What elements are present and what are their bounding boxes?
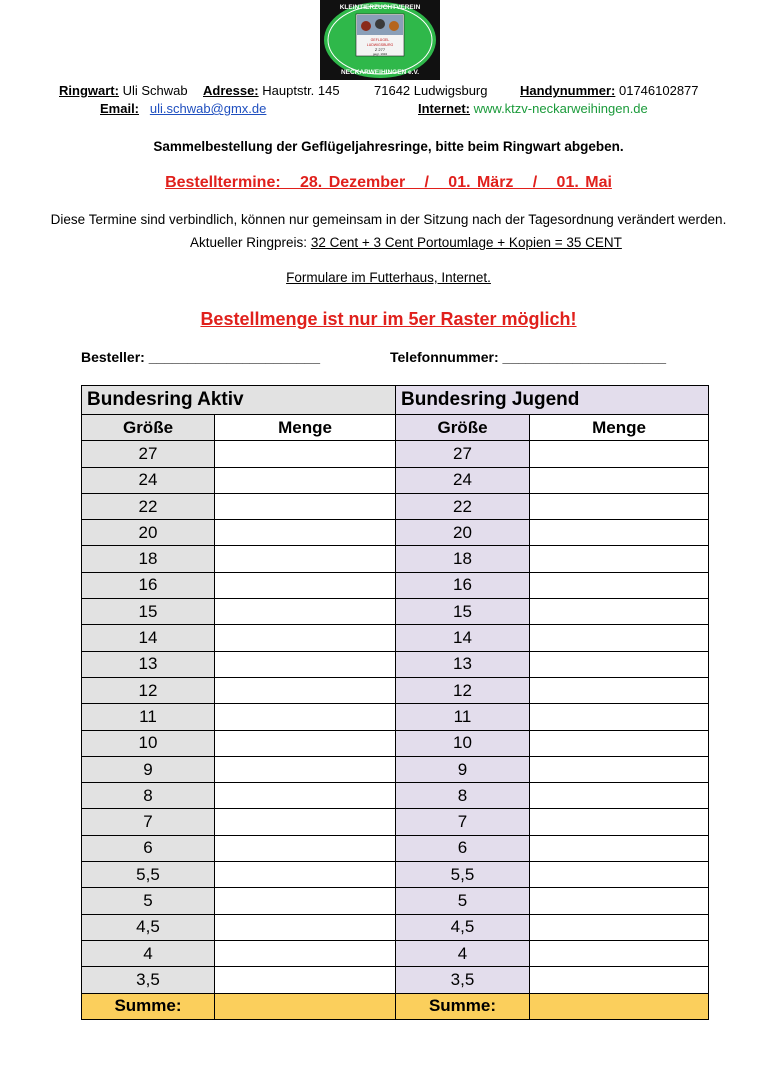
logo-text-year: gegr. 1934 [372, 52, 388, 56]
address-info [203, 83, 340, 98]
logo-text-top: KLEINTIERZUCHTVEREIN [339, 4, 421, 11]
jugend-size-cell: 22 [396, 493, 530, 519]
aktiv-size-cell: 9 [82, 756, 215, 782]
table-row [82, 651, 709, 677]
telefon-field[interactable]: Telefonnummer: _____________________ [390, 349, 667, 365]
jugend-size-cell: 27 [396, 441, 530, 467]
aktiv-qty-cell[interactable] [215, 967, 396, 993]
table-row [82, 862, 709, 888]
table-row [82, 730, 709, 756]
price-label: Aktueller Ringpreis: [190, 235, 311, 250]
jugend-qty-cell[interactable] [530, 835, 709, 861]
order-quantity-warning: Bestellmenge ist nur im 5er Raster möglich! [200, 309, 577, 329]
table-row [82, 599, 709, 625]
jugend-qty-cell[interactable] [530, 940, 709, 966]
jugend-size-cell: 6 [396, 835, 530, 861]
aktiv-qty-cell[interactable] [215, 651, 396, 677]
ringwart-label: Ringwart: [59, 83, 119, 98]
jugend-size-cell: 15 [396, 599, 530, 625]
jugend-size-cell: 12 [396, 677, 530, 703]
club-logo [320, 0, 440, 80]
jugend-size-cell: 14 [396, 625, 530, 651]
web-info [418, 101, 648, 116]
jugend-qty-cell[interactable] [530, 756, 709, 782]
city-value: 71642 Ludwigsburg [374, 83, 488, 98]
order-dates: Bestelltermine: 28. Dezember / 01. März / 01. Mai [165, 174, 612, 191]
jugend-qty-cell[interactable] [530, 730, 709, 756]
dates-note: Diese Termine sind verbindlich, können nur gemeinsam in der Sitzung nach der Tagesordnung verändert werden. [50, 212, 727, 227]
jugend-qty-cell[interactable] [530, 967, 709, 993]
jugend-qty-cell[interactable] [530, 809, 709, 835]
table-row [82, 704, 709, 730]
jugend-size-cell: 16 [396, 572, 530, 598]
aktiv-size-cell: 4,5 [82, 914, 215, 940]
table-row [82, 888, 709, 914]
aktiv-qty-cell[interactable] [215, 546, 396, 572]
jugend-size-cell: 11 [396, 704, 530, 730]
jugend-qty-cell[interactable] [530, 467, 709, 493]
aktiv-qty-cell[interactable] [215, 704, 396, 730]
jugend-size-cell: 5,5 [396, 862, 530, 888]
aktiv-size-cell: 7 [82, 809, 215, 835]
ring-price [190, 235, 622, 250]
logo-text-mid2: LUDWIGSBURG [366, 43, 394, 47]
aktiv-size-cell: 11 [82, 704, 215, 730]
logo-text-bottom: NECKARWEIHINGEN e.V. [340, 69, 420, 76]
order-table [81, 385, 709, 1020]
jugend-size-cell: 7 [396, 809, 530, 835]
aktiv-qty-cell[interactable] [215, 730, 396, 756]
email-link[interactable]: uli.schwab@gmx.de [149, 101, 267, 116]
aktiv-size-cell: 24 [82, 467, 215, 493]
aktiv-qty-cell[interactable] [215, 520, 396, 546]
table-row [82, 783, 709, 809]
email-info [100, 101, 266, 116]
table-row [82, 940, 709, 966]
table-row [82, 493, 709, 519]
aktiv-size-cell: 5,5 [82, 862, 215, 888]
jugend-size-header: Größe [396, 415, 530, 441]
aktiv-qty-cell[interactable] [215, 835, 396, 861]
aktiv-size-cell: 4 [82, 940, 215, 966]
web-link[interactable]: www.ktzv-neckarweihingen.de [473, 101, 648, 116]
address-value: Hauptstr. 145 [262, 83, 340, 98]
table-row [82, 625, 709, 651]
aktiv-size-cell: 12 [82, 677, 215, 703]
aktiv-qty-cell[interactable] [215, 493, 396, 519]
jugend-size-cell: 4,5 [396, 914, 530, 940]
jugend-size-cell: 5 [396, 888, 530, 914]
jugend-qty-cell[interactable] [530, 546, 709, 572]
aktiv-size-cell: 6 [82, 835, 215, 861]
aktiv-size-cell: 18 [82, 546, 215, 572]
aktiv-qty-cell[interactable] [215, 467, 396, 493]
aktiv-sum-cell[interactable] [215, 993, 396, 1019]
table-title-row [82, 386, 709, 415]
table-row [82, 967, 709, 993]
jugend-sum-label: Summe: [396, 993, 530, 1019]
aktiv-qty-header: Menge [215, 415, 396, 441]
aktiv-title: Bundesring Aktiv [82, 386, 396, 415]
jugend-qty-cell[interactable] [530, 888, 709, 914]
table-row [82, 467, 709, 493]
table-row [82, 914, 709, 940]
jugend-size-cell: 3,5 [396, 967, 530, 993]
aktiv-size-cell: 22 [82, 493, 215, 519]
jugend-sum-cell[interactable] [530, 993, 709, 1019]
aktiv-size-cell: 20 [82, 520, 215, 546]
jugend-size-cell: 24 [396, 467, 530, 493]
jugend-qty-cell[interactable] [530, 862, 709, 888]
aktiv-size-cell: 27 [82, 441, 215, 467]
forms-note: Formulare im Futterhaus, Internet. [286, 270, 491, 285]
table-row [82, 546, 709, 572]
besteller-field[interactable]: Besteller: ______________________ [81, 349, 320, 365]
aktiv-qty-cell[interactable] [215, 441, 396, 467]
jugend-size-cell: 13 [396, 651, 530, 677]
aktiv-size-cell: 3,5 [82, 967, 215, 993]
aktiv-size-cell: 15 [82, 599, 215, 625]
jugend-qty-cell[interactable] [530, 599, 709, 625]
aktiv-size-header: Größe [82, 415, 215, 441]
aktiv-size-cell: 14 [82, 625, 215, 651]
aktiv-sum-label: Summe: [82, 993, 215, 1019]
table-row [82, 809, 709, 835]
jugend-qty-cell[interactable] [530, 441, 709, 467]
jugend-title: Bundesring Jugend [396, 386, 709, 415]
aktiv-qty-cell[interactable] [215, 809, 396, 835]
jugend-size-cell: 20 [396, 520, 530, 546]
aktiv-qty-cell[interactable] [215, 625, 396, 651]
jugend-qty-header: Menge [530, 415, 709, 441]
jugend-size-cell: 9 [396, 756, 530, 782]
table-row [82, 677, 709, 703]
aktiv-size-cell: 5 [82, 888, 215, 914]
phone-label: Handynummer: [520, 83, 616, 98]
phone-value: 01746102877 [618, 83, 699, 98]
ringwart-info [59, 83, 188, 98]
aktiv-qty-cell[interactable] [215, 783, 396, 809]
jugend-size-cell: 8 [396, 783, 530, 809]
jugend-qty-cell[interactable] [530, 704, 709, 730]
jugend-qty-cell[interactable] [530, 677, 709, 703]
price-value: 32 Cent + 3 Cent Portoumlage + Kopien = 35 CENT [310, 235, 622, 250]
jugend-qty-cell[interactable] [530, 783, 709, 809]
table-row [82, 572, 709, 598]
aktiv-qty-cell[interactable] [215, 914, 396, 940]
aktiv-size-cell: 8 [82, 783, 215, 809]
phone-info [520, 83, 699, 98]
jugend-qty-cell[interactable] [530, 493, 709, 519]
aktiv-qty-cell[interactable] [215, 940, 396, 966]
table-row [82, 756, 709, 782]
aktiv-qty-cell[interactable] [215, 599, 396, 625]
table-row [82, 441, 709, 467]
jugend-qty-cell[interactable] [530, 651, 709, 677]
aktiv-qty-cell[interactable] [215, 677, 396, 703]
jugend-size-cell: 10 [396, 730, 530, 756]
aktiv-size-cell: 16 [82, 572, 215, 598]
ringwart-value: Uli Schwab [122, 83, 188, 98]
jugend-size-cell: 4 [396, 940, 530, 966]
subtitle: Sammelbestellung der Geflügeljahresringe, bitte beim Ringwart abgeben. [153, 139, 624, 154]
aktiv-qty-cell[interactable] [215, 572, 396, 598]
table-row [82, 835, 709, 861]
web-label: Internet: [418, 101, 470, 116]
jugend-qty-cell[interactable] [530, 572, 709, 598]
jugend-qty-cell[interactable] [530, 520, 709, 546]
jugend-size-cell: 18 [396, 546, 530, 572]
aktiv-size-cell: 10 [82, 730, 215, 756]
column-header-row [82, 415, 709, 441]
table-row [82, 520, 709, 546]
email-label: Email: [100, 101, 140, 116]
logo-text-z: Z 277 [374, 47, 386, 52]
logo-text-mid1: GEFLÜGEL [370, 38, 390, 42]
jugend-qty-cell[interactable] [530, 625, 709, 651]
aktiv-qty-cell[interactable] [215, 862, 396, 888]
sum-row [82, 993, 709, 1019]
jugend-qty-cell[interactable] [530, 914, 709, 940]
aktiv-qty-cell[interactable] [215, 756, 396, 782]
address-label: Adresse: [203, 83, 259, 98]
aktiv-size-cell: 13 [82, 651, 215, 677]
aktiv-qty-cell[interactable] [215, 888, 396, 914]
